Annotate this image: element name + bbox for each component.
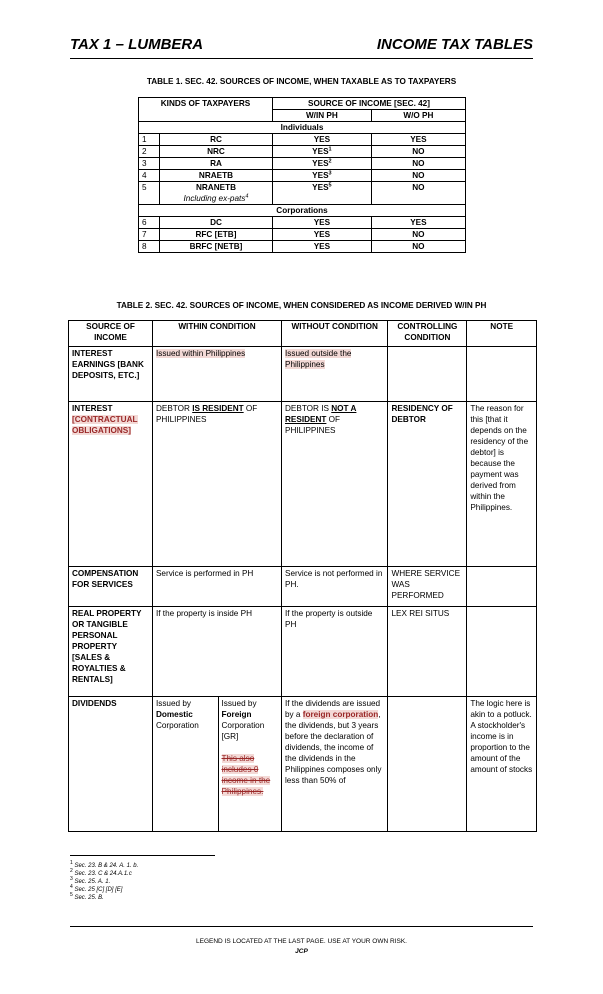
table2-caption: TABLE 2. SEC. 42. SOURCES OF INCOME, WHEN CONSIDERED AS INCOME DERIVED W/IN PH — [116, 301, 487, 310]
t1-row-number: 7 — [139, 229, 160, 241]
t1-header-kinds: KINDS OF TAXPAYERS — [139, 98, 273, 122]
footer-divider — [70, 926, 533, 927]
t2-r4-source: REAL PROPERTY OR TANGIBLE PERSONAL PROPERTY [SALES & ROYALTIES & RENTALS] — [69, 607, 153, 697]
table-row — [139, 182, 466, 205]
t1-row-without: NO — [371, 182, 465, 205]
t2-r1-within: Issued within Philippines — [152, 347, 281, 402]
t2-r5-controlling — [388, 697, 467, 832]
t1-row-number: 1 — [139, 134, 160, 146]
page-header — [70, 36, 533, 59]
table1-caption: TABLE 1. SEC. 42. SOURCES OF INCOME, WHEN TAXABLE AS TO TAXPAYERS — [146, 77, 457, 86]
t1-row-within: YES — [272, 217, 371, 229]
footnote-divider — [70, 855, 215, 856]
t1-row-without: YES — [371, 217, 465, 229]
t2-r5-source: DIVIDENDS — [69, 697, 153, 832]
t1-row-number: 4 — [139, 170, 160, 182]
table-row — [69, 402, 537, 567]
t2-r5-foreign: Issued by Foreign Corporation [GR] This also includes 0 income in the Philippines. — [218, 697, 281, 832]
t2-r2-source: INTEREST [CONTRACTUAL OBLIGATIONS] — [69, 402, 153, 567]
t2-r2-note: The reason for this [that it depends on the residency of the debtor] is because the payment was derived from within the Philippines. — [467, 402, 537, 567]
t1-row-without: YES — [371, 134, 465, 146]
footnote: $^1$ Sec. 23. B & 24. A. 1. b. — [70, 860, 139, 869]
t1-row-within: YES$^2$ — [272, 158, 371, 170]
t1-row-without: NO — [371, 241, 465, 253]
t2-r1-source: INTEREST EARNINGS [BANK DEPOSITS, ETC.] — [69, 347, 153, 402]
table-row — [69, 607, 537, 697]
t2-header-source: SOURCE OF INCOME — [69, 321, 153, 347]
t1-row-within: YES — [272, 229, 371, 241]
footnote: $^3$ Sec. 25. A. 1. — [70, 876, 111, 885]
t2-header-controlling: CONTROLLING CONDITION — [388, 321, 467, 347]
t1-group-corporations: Corporations — [139, 205, 466, 217]
t2-header-within: WITHIN CONDITION — [152, 321, 281, 347]
t1-row-within: YES — [272, 134, 371, 146]
table-row — [139, 170, 466, 182]
t1-row-without: NO — [371, 146, 465, 158]
table2-sources — [68, 320, 537, 832]
t2-r4-within: If the property is inside PH — [152, 607, 281, 697]
t1-row-kind: NRC — [160, 146, 273, 158]
t2-r2-controlling: RESIDENCY OF DEBTOR — [388, 402, 467, 567]
table-row — [139, 158, 466, 170]
t2-r2-within: DEBTOR IS RESIDENT OF PHILIPPINES — [152, 402, 281, 567]
t2-r3-within: Service is performed in PH — [152, 567, 281, 607]
footnote: $^4$ Sec. 25 [C] [D] [E] — [70, 884, 123, 893]
table-row — [139, 134, 466, 146]
t1-header-wo: W/O PH — [371, 110, 465, 122]
table-row — [69, 697, 537, 832]
t1-row-within: YES$^3$ — [272, 170, 371, 182]
footnote: $^5$ Sec. 25. B. — [70, 892, 104, 901]
table-row — [139, 146, 466, 158]
t2-header-without: WITHOUT CONDITION — [281, 321, 388, 347]
t1-group-individuals: Individuals — [139, 122, 466, 134]
t1-row-within: YES$^1$ — [272, 146, 371, 158]
t2-r1-without: Issued outside the Philippines — [281, 347, 388, 402]
footer-legend: LEGEND IS LOCATED AT THE LAST PAGE. USE AT YOUR OWN RISK. — [196, 938, 407, 945]
t1-row-kind: DC — [160, 217, 273, 229]
t1-row-within: YES — [272, 241, 371, 253]
t2-r3-without: Service is not performed in PH. — [281, 567, 388, 607]
t1-row-number: 6 — [139, 217, 160, 229]
table1-taxpayers — [138, 97, 466, 253]
t2-r1-note — [467, 347, 537, 402]
header-right-title: INCOME TAX TABLES — [376, 36, 533, 53]
t1-row-number: 8 — [139, 241, 160, 253]
t1-row-without: NO — [371, 229, 465, 241]
t2-r2-without: DEBTOR IS NOT A RESIDENT OF PHILIPPINES — [281, 402, 388, 567]
table-row — [69, 347, 537, 402]
t1-row-kind: RA — [160, 158, 273, 170]
t1-row-kind: RFC [ETB] — [160, 229, 273, 241]
t2-r4-controlling: LEX REI SITUS — [388, 607, 467, 697]
t2-r3-note — [467, 567, 537, 607]
t1-row-kind: NRANETB Including ex-pats$^4$ — [160, 182, 273, 205]
t1-row-number: 5 — [139, 182, 160, 205]
t2-r5-note: The logic here is akin to a potluck. A stockholder's income is in proportion to the amount of the amount of stocks — [467, 697, 537, 832]
t2-r4-note — [467, 607, 537, 697]
t1-row-within: YES$^5$ — [272, 182, 371, 205]
t2-r1-controlling — [388, 347, 467, 402]
table-row — [139, 217, 466, 229]
t2-header-note: NOTE — [467, 321, 537, 347]
t1-row-number: 2 — [139, 146, 160, 158]
t2-r5-without: If the dividends are issued by a foreign corporation, the dividends, but 3 years before the declaration of dividends, the income of the dividends in the Philippines composes only less than 50% of — [281, 697, 388, 832]
footnote: $^2$ Sec. 23. C & 24.A.1.c — [70, 868, 132, 877]
header-left-title: TAX 1 – LUMBERA — [70, 36, 204, 53]
table-row — [69, 567, 537, 607]
table-row — [139, 229, 466, 241]
t1-row-kind: RC — [160, 134, 273, 146]
t1-row-without: NO — [371, 170, 465, 182]
t1-row-without: NO — [371, 158, 465, 170]
t1-header-source: SOURCE OF INCOME [SEC. 42] — [272, 98, 465, 110]
t1-header-win: W/IN PH — [272, 110, 371, 122]
t2-r3-controlling: WHERE SERVICE WAS PERFORMED — [388, 567, 467, 607]
t1-row-kind: BRFC [NETB] — [160, 241, 273, 253]
t2-r5-domestic: Issued by Domestic Corporation — [152, 697, 218, 832]
t2-r4-without: If the property is outside PH — [281, 607, 388, 697]
footer-initials: JCP — [295, 948, 308, 955]
t1-row-kind: NRAETB — [160, 170, 273, 182]
t1-row-number: 3 — [139, 158, 160, 170]
table-row — [139, 241, 466, 253]
t2-r3-source: COMPENSATION FOR SERVICES — [69, 567, 153, 607]
